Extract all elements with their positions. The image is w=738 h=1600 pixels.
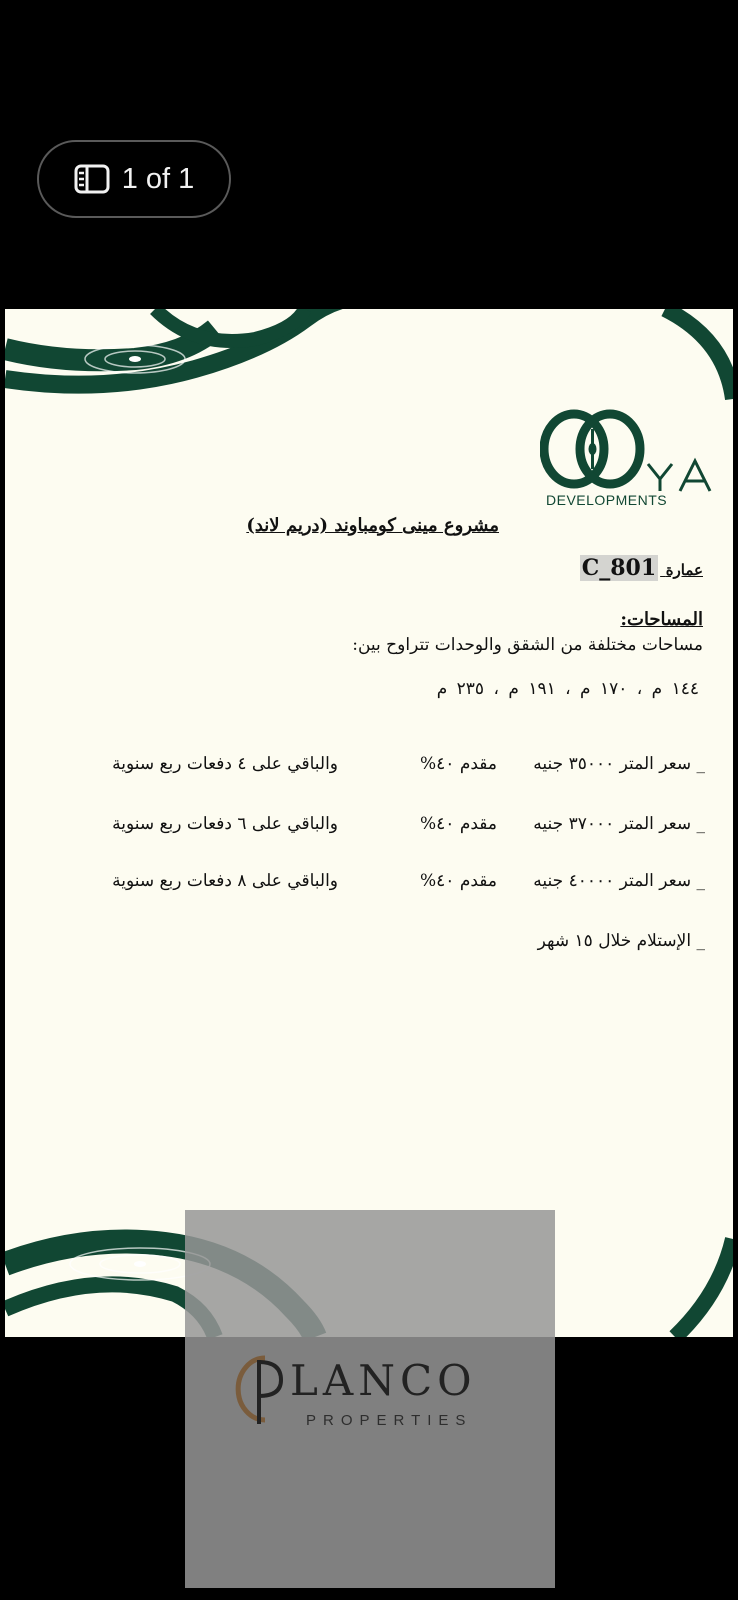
installments: والباقي على ٨ دفعات ربع سنوية bbox=[112, 871, 338, 891]
delivery-period: _ الإستلام خلال ١٥ شهر bbox=[537, 931, 705, 951]
down-payment: مقدم ٤٠% bbox=[420, 871, 497, 891]
price-per-meter: _ سعر المتر ٣٥٠٠٠ جنيه bbox=[533, 754, 705, 774]
building-label: عمارة bbox=[665, 561, 703, 579]
watermark-subtitle: PROPERTIES bbox=[306, 1412, 473, 1429]
document-page bbox=[5, 309, 733, 1337]
down-payment: مقدم ٤٠% bbox=[420, 814, 497, 834]
down-payment: مقدم ٤٠% bbox=[420, 754, 497, 774]
price-per-meter: _ سعر المتر ٣٧٠٠٠ جنيه bbox=[533, 814, 705, 834]
building-code: C_801 bbox=[581, 555, 657, 581]
installments: والباقي على ٤ دفعات ربع سنوية bbox=[112, 754, 338, 774]
watermark-name: LANCO bbox=[290, 1356, 477, 1405]
areas-values: ١٤٤ م ، ١٧٠ م ، ١٩١ م ، ٢٣٥ م bbox=[436, 679, 699, 699]
areas-heading: المساحات: bbox=[620, 609, 703, 630]
page-indicator-label: 1 of 1 bbox=[121, 162, 195, 195]
lanco-logo-icon bbox=[233, 1350, 293, 1430]
installments: والباقي على ٦ دفعات ربع سنوية bbox=[112, 814, 338, 834]
page-indicator-button[interactable] bbox=[37, 140, 231, 218]
areas-description: مساحات مختلفة من الشقق والوحدات تتراوح بين: bbox=[352, 635, 703, 655]
building-line bbox=[580, 555, 703, 581]
project-title: مشروع مينى كومباوند (دريم لاند) bbox=[246, 515, 499, 536]
price-per-meter: _ سعر المتر ٤٠٠٠٠ جنيه bbox=[533, 871, 705, 891]
page-viewer-icon bbox=[74, 164, 110, 194]
logo-subtitle: DEVELOPMENTS bbox=[546, 492, 668, 508]
